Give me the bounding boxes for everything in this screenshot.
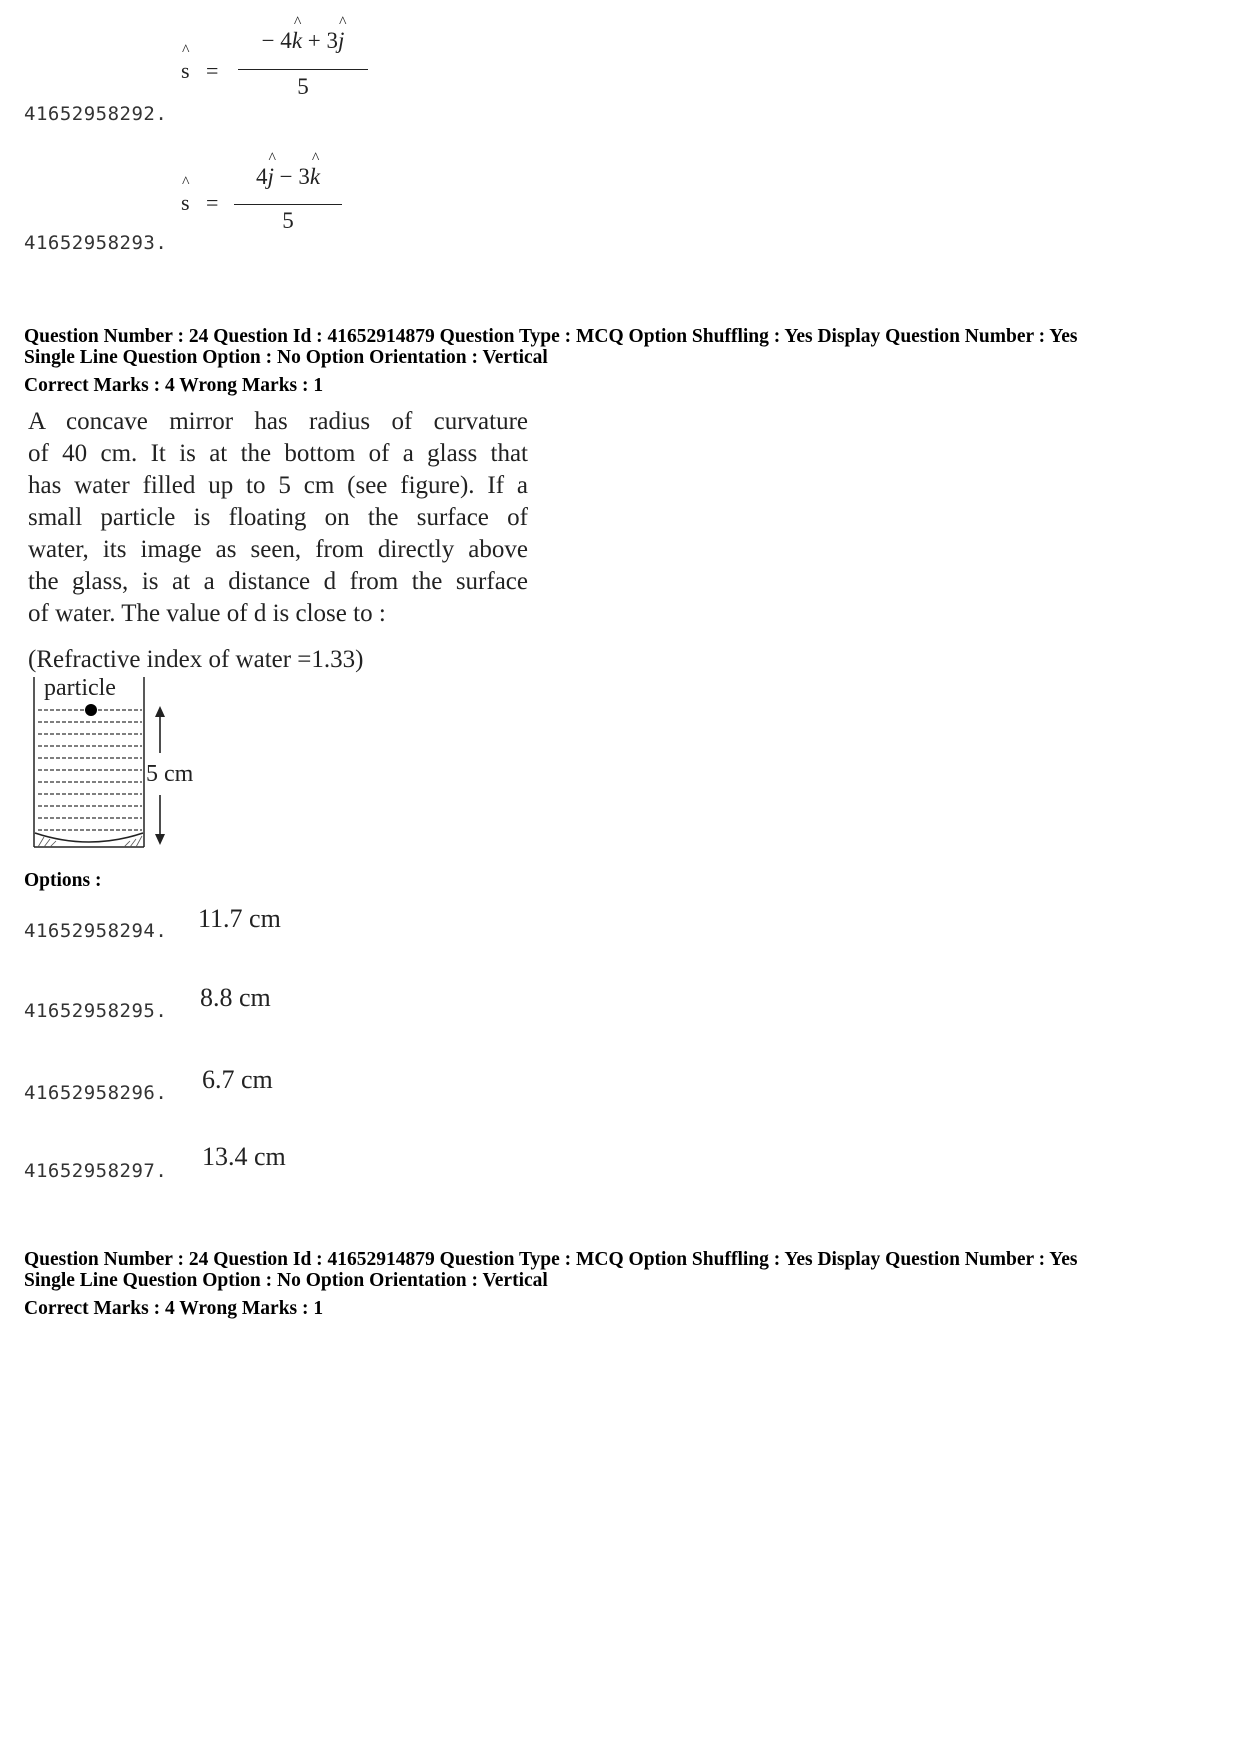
- question-text-line: small particle is floating on the surface of: [28, 504, 528, 531]
- formula-equals: =: [206, 190, 219, 215]
- option-text[interactable]: 13.4 cm: [202, 1142, 286, 1171]
- hat-mark: ^: [182, 174, 190, 191]
- height-label: 5 cm: [146, 761, 194, 787]
- next-question-marks: Correct Marks : 4 Wrong Marks : 1: [24, 1298, 324, 1319]
- formula-denominator: 5: [282, 208, 294, 233]
- formula-equals: =: [206, 58, 219, 83]
- formula-lhs: s: [181, 58, 190, 83]
- question-text-line: of water. The value of d is close to :: [28, 600, 386, 627]
- option-id: 41652958294.: [24, 920, 168, 942]
- formula-numerator: − 4 ^ k + 3 ^ j: [261, 14, 347, 53]
- option-text[interactable]: 11.7 cm: [198, 904, 281, 933]
- refractive-index-note: (Refractive index of water =1.33): [28, 646, 364, 673]
- question-meta-line-2: Single Line Question Option : No Option Orientation : Vertical: [24, 347, 548, 368]
- question-text-line: the glass, is at a distance d from the surface: [28, 568, 528, 595]
- question-marks: Correct Marks : 4 Wrong Marks : 1: [24, 375, 324, 396]
- question-meta-line-1: Question Number : 24 Question Id : 41652914879 Question Type : MCQ Option Shuffling : Yes Display Question Number : Yes: [24, 326, 1078, 347]
- formula-numerator: 4 ^ j − 3 ^ k: [255, 150, 321, 189]
- option-id: 41652958297.: [24, 1160, 168, 1182]
- next-question-meta-line-1: Question Number : 24 Question Id : 41652914879 Question Type : MCQ Option Shuffling : Yes Display Question Number : Yes: [24, 1249, 1078, 1270]
- formula-lhs: s: [181, 190, 190, 215]
- glass-figure: [30, 675, 220, 855]
- formula-option-1: [178, 14, 368, 108]
- options-label: Options :: [24, 870, 102, 891]
- next-question-meta-line-2: Single Line Question Option : No Option Orientation : Vertical: [24, 1270, 548, 1291]
- option-id: 41652958295.: [24, 1000, 168, 1022]
- question-text-line: of 40 cm. It is at the bottom of a glass that: [28, 440, 528, 467]
- question-text-line: A concave mirror has radius of curvature: [28, 408, 528, 435]
- particle-label: particle: [44, 675, 116, 701]
- option-id: 41652958292.: [24, 103, 168, 125]
- question-text-line: water, its image as seen, from directly above: [28, 536, 528, 563]
- option-id: 41652958293.: [24, 232, 168, 254]
- option-text[interactable]: 6.7 cm: [202, 1065, 273, 1094]
- formula-option-2: [178, 150, 368, 240]
- hat-mark: ^: [182, 42, 190, 59]
- fraction-bar: [238, 69, 368, 70]
- formula-denominator: 5: [297, 74, 309, 99]
- question-text: [28, 406, 528, 630]
- option-id: 41652958296.: [24, 1082, 168, 1104]
- question-text-line: has water filled up to 5 cm (see figure). If a: [28, 472, 528, 499]
- fraction-bar: [234, 204, 342, 205]
- option-text[interactable]: 8.8 cm: [200, 983, 271, 1012]
